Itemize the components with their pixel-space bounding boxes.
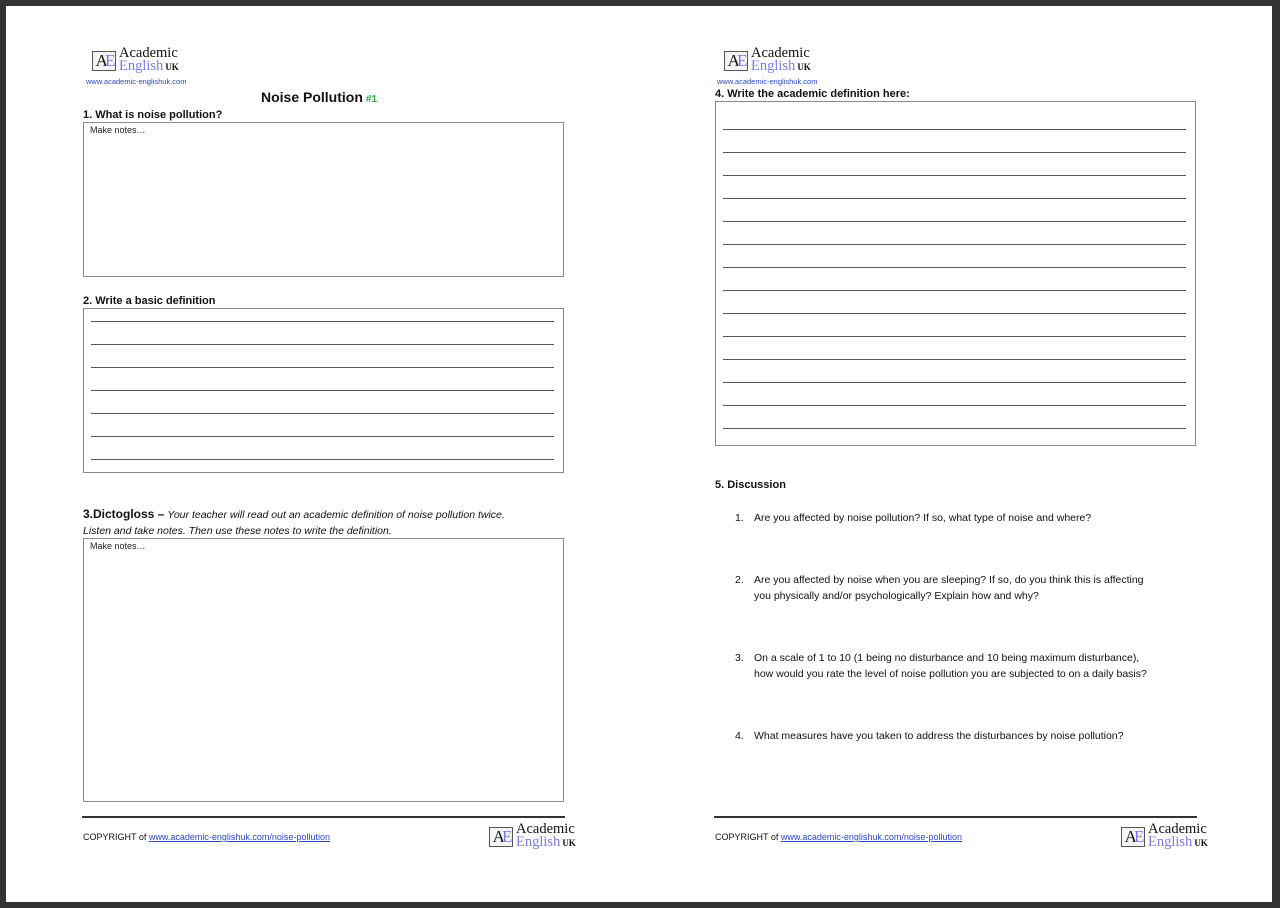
footer-copyright: COPYRIGHT of www.academic-englishuk.com/noise-pollution [715,832,962,842]
writing-line [723,152,1186,153]
writing-line [91,367,554,368]
writing-line [723,290,1186,291]
writing-line [91,413,554,414]
writing-line [91,390,554,391]
footer-divider [82,816,565,818]
footer-link[interactable]: www.academic-englishuk.com/noise-pollution [780,832,962,842]
site-url[interactable]: www.academic-englishuk.com [86,77,187,86]
writing-line [91,436,554,437]
writing-line [723,382,1186,383]
writing-line [723,405,1186,406]
writing-line [723,129,1186,130]
ae-logo-icon: AE [1121,827,1145,847]
writing-line [723,244,1186,245]
footer-link[interactable]: www.academic-englishuk.com/noise-pollution [148,832,330,842]
page-title: Noise Pollution #1 [261,89,378,105]
footer-copyright: COPYRIGHT of www.academic-englishuk.com/noise-pollution [83,832,330,842]
footer-divider [714,816,1197,818]
logo-word-academic: Academic [119,45,178,61]
question-3-heading: 3.Dictogloss – Your teacher will read out an academic definition of noise pollution twice. Listen and take notes. Then use these notes to write the definition. [83,507,505,537]
writing-line [91,321,554,322]
notes-box-q3[interactable] [83,538,564,802]
logo-academic-english-uk [92,46,192,76]
writing-line [91,344,554,345]
ae-logo-icon: AE [724,51,748,71]
question-2-heading: 2. Write a basic definition [83,295,216,307]
discussion-item-2: 2. Are you affected by noise when you are sleeping? If so, do you think this is affecting you physically and/or psychologically? Explain how and why? [735,574,1144,602]
question-1-heading: 1. What is noise pollution? [83,109,223,121]
question-4-heading: 4. Write the academic definition here: [715,88,910,100]
ae-logo-icon: AE [489,827,513,847]
notes-box-q1[interactable] [83,122,564,277]
site-url[interactable]: www.academic-englishuk.com [717,77,818,86]
basic-definition-box[interactable] [83,308,564,473]
writing-line [723,428,1186,429]
writing-line [723,221,1186,222]
title-number: #1 [365,94,378,105]
question-5-heading: 5. Discussion [715,479,786,491]
footer-logo: AE Academic English UK [489,822,589,852]
footer-logo: AE Academic English UK [1121,822,1221,852]
writing-line [723,198,1186,199]
discussion-item-1: 1. Are you affected by noise pollution? If so, what type of noise and where? [735,512,1092,524]
writing-line [723,336,1186,337]
notes-placeholder: Make notes… [90,541,146,551]
notes-placeholder: Make notes… [90,125,146,135]
logo-academic-english-uk: AE Academic English UK [724,46,824,76]
writing-line [723,175,1186,176]
writing-line [723,267,1186,268]
ae-logo-icon: AE [92,51,116,71]
discussion-item-4: 4. What measures have you taken to address the disturbances by noise pollution? [735,730,1124,742]
discussion-item-3: 3. On a scale of 1 to 10 (1 being no disturbance and 10 being maximum disturbance), how would you rate the level of noise pollution you are subjected to on a daily basis? [735,652,1147,680]
academic-definition-box[interactable] [715,101,1196,446]
writing-line [91,459,554,460]
writing-line [723,359,1186,360]
logo-word-english: English UK [119,58,179,74]
writing-line [723,313,1186,314]
